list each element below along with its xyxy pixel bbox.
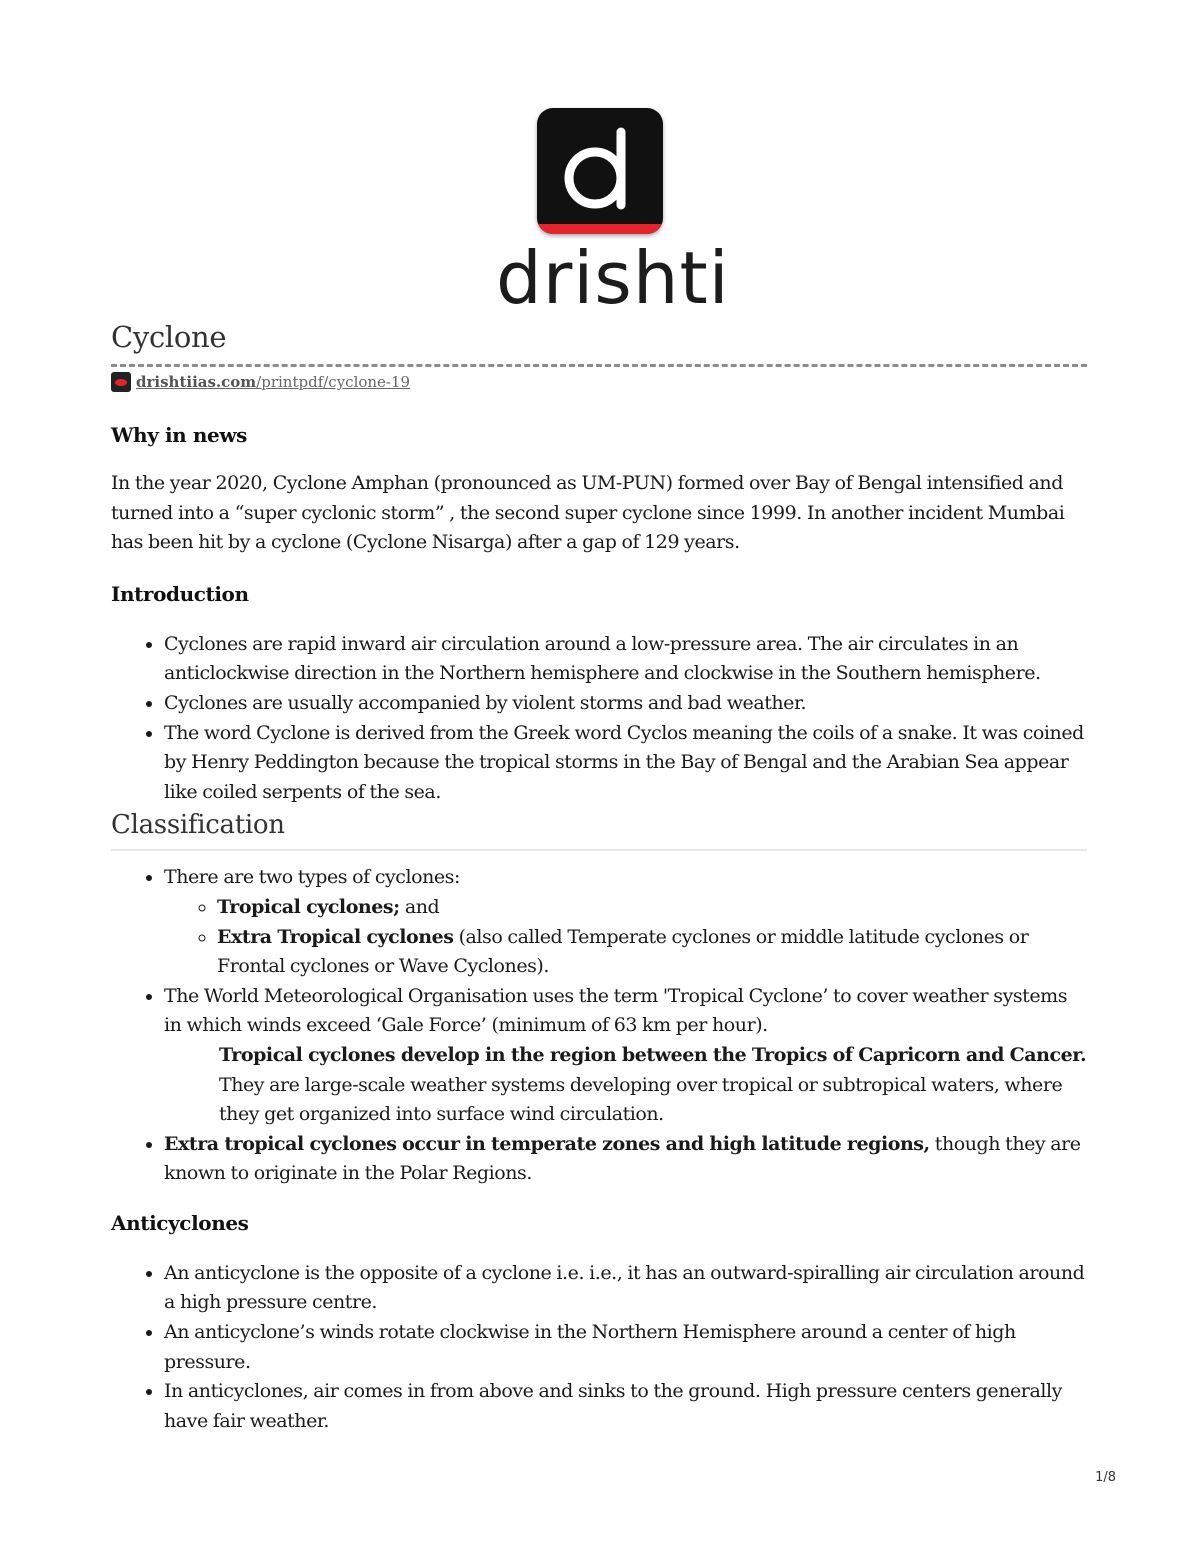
source-url[interactable] (136, 372, 410, 392)
page-title: Cyclone (111, 320, 227, 354)
source-domain: drishtiias.com (136, 373, 257, 391)
anticyclones-heading: Anticyclones (111, 1210, 249, 1235)
list-item: • Cyclones are rapid inward air circulation around a low-pressure area. The air circulates in an anticlockwise direction in the Northern hemisphere and clockwise in the Southern hemisphere. (164, 630, 1087, 689)
classification-heading: Classification (111, 810, 285, 841)
tropical-rest: They are large-scale weather systems developing over tropical or subtropical waters, where they get organized into surface wind circulation. (219, 1073, 1063, 1126)
list-item: • Cyclones are usually accompanied by violent storms and bad weather. (164, 689, 1087, 719)
list-item (217, 893, 1087, 923)
cyclone-types-list (164, 893, 1087, 982)
drishti-logo (496, 108, 730, 320)
logo-mark (537, 108, 663, 234)
list-item (164, 1130, 1087, 1189)
types-intro: There are two types of cyclones: (164, 866, 460, 889)
anticyclones-list (111, 1259, 1087, 1437)
list-item: • An anticyclone’s winds rotate clockwise in the Northern Hemisphere around a center of high pressure. (164, 1318, 1087, 1377)
introduction-list (111, 630, 1087, 808)
why-in-news-heading: Why in news (111, 423, 248, 447)
list-item (164, 982, 1087, 1041)
logo-d-glyph (537, 108, 663, 234)
type1-rest: and (399, 895, 440, 918)
type1-bold: Tropical cyclones; (217, 895, 400, 918)
logo-wordmark: drishti (496, 236, 730, 320)
list-item: • In anticyclones, air comes in from above and sinks to the ground. High pressure centers generally have fair weather. (164, 1377, 1087, 1436)
extra-bold: Extra tropical cyclones occur in temperate zones and high latitude regions, (164, 1132, 930, 1155)
article (111, 318, 1087, 1436)
list-item (217, 923, 1087, 982)
why-in-news-text: In the year 2020, Cyclone Amphan (pronounced as UM-PUN) formed over Bay of Bengal intensified and turned into a “super cyclonic storm” , the second super cyclone since 1999. In another incident Mumbai has been hit by a cyclone (Cyclone Nisarga) after a gap of 129 years. (111, 472, 1065, 554)
tropical-bold: Tropical cyclones develop in the region between the Tropics of Capricorn and Cancer. (219, 1043, 1087, 1066)
type2-rest: (also called Temperate cyclones or middle latitude cyclones or Frontal cyclones or Wave Cyclones). (217, 925, 1029, 978)
extra-rest: though they are known to originate in the Polar Regions. (164, 1132, 1081, 1185)
logo-red-band (537, 224, 663, 234)
list-item: • The word Cyclone is derived from the Greek word Cyclos meaning the coils of a snake. It was coined by Henry Peddington because the tropical storms in the Bay of Bengal and the Arabian Sea appear like coiled serpents of the sea. (164, 719, 1087, 808)
page-number: 1/8 (1095, 1470, 1116, 1485)
list-item: • An anticyclone is the opposite of a cyclone i.e. i.e., it has an outward-spiralling air circulation around a high pressure centre. (164, 1259, 1087, 1318)
drishti-favicon-icon (111, 372, 131, 392)
section-divider (111, 849, 1087, 851)
tropical-paragraph (111, 1041, 1087, 1130)
title-divider (111, 364, 1087, 367)
introduction-heading: Introduction (111, 581, 249, 606)
classification-list (111, 863, 1087, 1041)
extra-tropical-list (111, 1130, 1087, 1189)
source-link[interactable] (111, 372, 1087, 392)
type2-bold: Extra Tropical cyclones (217, 925, 454, 948)
source-path: /printpdf/cyclone-19 (256, 373, 411, 391)
wmo-text: The World Meteorological Organisation uses the term 'Tropical Cyclone’ to cover weather systems in which winds exceed ‘Gale Force’ (minimum of 63 km per hour). (164, 984, 1068, 1037)
list-item (164, 863, 1087, 981)
